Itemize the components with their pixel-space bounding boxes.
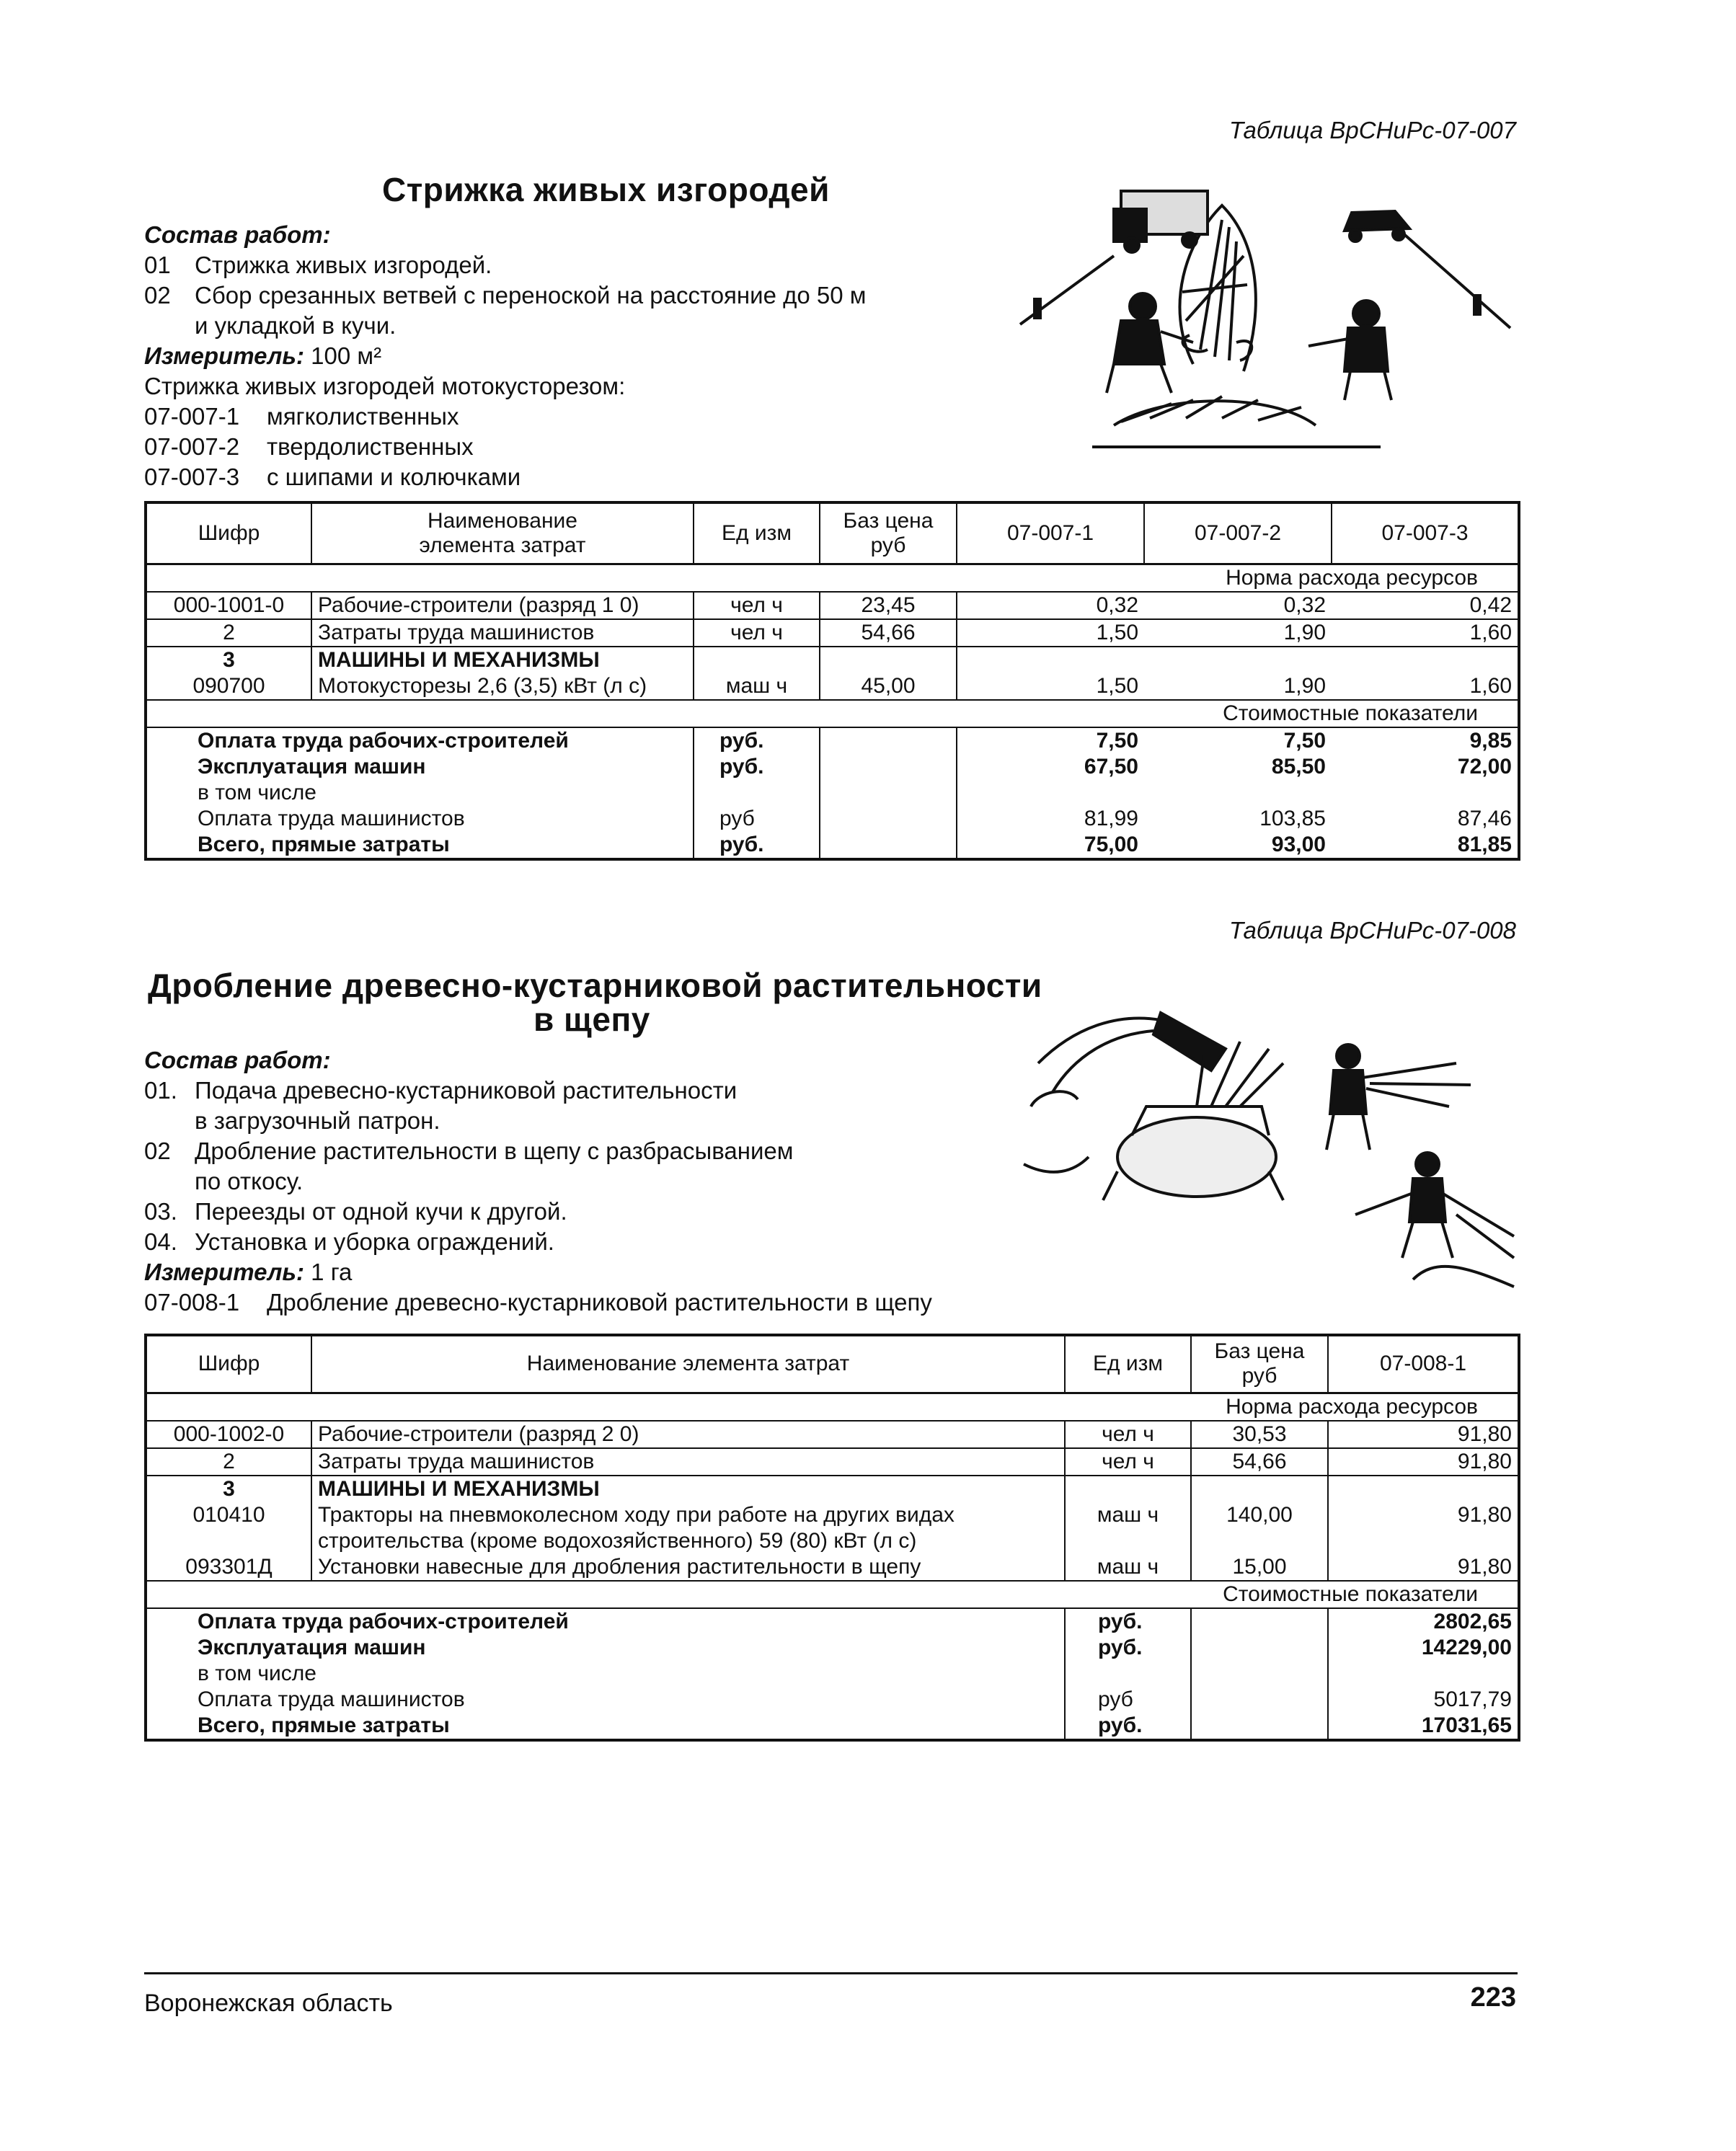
cost-name: в том числе	[198, 1661, 316, 1685]
step-text: Сбор срезанных ветвей с переноской на расстояние до 50 м	[195, 282, 867, 309]
cell-variant-1	[957, 647, 1144, 673]
cell-name: Затраты труда машинистов	[311, 1448, 1065, 1476]
meter-label: Измеритель:	[144, 1259, 304, 1285]
cell-variant-1: 91,80	[1328, 1554, 1519, 1581]
cell-variant-3: 0,42	[1332, 592, 1519, 619]
col-header-price	[1191, 1335, 1328, 1393]
cost-variant-3: 87,46	[1457, 806, 1512, 830]
cost-name: в том числе	[198, 780, 316, 804]
cost-row	[146, 727, 1519, 754]
col-header-cipher: Шифр	[146, 502, 311, 564]
work-description-07-008	[144, 1045, 932, 1318]
variant-code: 07-008-1	[144, 1289, 240, 1316]
cost-name: Эксплуатация машин	[198, 1635, 426, 1659]
variant-code: 07-007-2	[144, 433, 240, 460]
table-row-group-header	[146, 1476, 1519, 1502]
work-step	[144, 1227, 932, 1257]
cell-cipher: 000-1001-0	[146, 592, 311, 619]
meter-value: 100 м²	[311, 342, 382, 369]
cost-variant-1: 7,50	[957, 727, 1144, 754]
col-header-price-line1: Баз цена	[843, 508, 934, 533]
cost-price	[820, 754, 957, 780]
cost-unit: руб	[1065, 1687, 1191, 1713]
step-text: Установка и уборка ограждений.	[195, 1228, 554, 1255]
step-number: 01.	[144, 1077, 177, 1104]
cost-row	[146, 1608, 1519, 1635]
table-row	[146, 592, 1519, 619]
cell-unit: чел ч	[694, 619, 820, 647]
table-row-group-header	[146, 647, 1519, 673]
cell-unit: чел ч	[694, 592, 820, 619]
col-header-name-line1: Наименование	[428, 508, 577, 533]
cell-unit: маш ч	[1065, 1502, 1191, 1554]
table-row	[146, 673, 1519, 700]
cost-name: Всего, прямые затраты	[198, 832, 450, 856]
footer-region: Воронежская область	[144, 1990, 393, 2017]
cost-variant-1	[1328, 1661, 1519, 1687]
cell-cipher: 2	[146, 1448, 311, 1476]
variant-line	[144, 402, 866, 432]
cell-name-line2: строительства (кроме водохозяйственного) 59 (80) кВт (л с)	[318, 1528, 917, 1553]
col-header-price	[820, 502, 957, 564]
cost-price	[1191, 1713, 1328, 1740]
table-header-row	[146, 1335, 1519, 1393]
col-header-unit: Ед изм	[1065, 1335, 1191, 1393]
cost-unit: руб	[694, 806, 820, 832]
col-header-variant-1: 07-007-1	[957, 502, 1144, 564]
meter-line	[144, 1257, 932, 1287]
resource-table-07-008	[144, 1334, 1520, 1742]
table-ref-07-008: Таблица ВрСНиРс-07-008	[1229, 917, 1516, 944]
cell-price: 140,00	[1191, 1502, 1328, 1554]
step-number: 01	[144, 252, 171, 278]
cell-unit	[694, 647, 820, 673]
cell-price: 30,53	[1191, 1421, 1328, 1448]
col-header-variant-3: 07-007-3	[1332, 502, 1519, 564]
cell-unit: маш ч	[1065, 1554, 1191, 1581]
col-header-variant-1: 07-008-1	[1328, 1335, 1519, 1393]
cell-price: 54,66	[820, 619, 957, 647]
col-header-price-line1: Баз цена	[1214, 1339, 1305, 1364]
col-header-cipher: Шифр	[146, 1335, 311, 1393]
col-header-variant-2: 07-007-2	[1144, 502, 1332, 564]
table-ref-07-007: Таблица ВрСНиРс-07-007	[1229, 117, 1516, 143]
cell-name-line1: Тракторы на пневмоколесном ходу при работе на других видах	[318, 1502, 955, 1527]
cost-variant-1: 14229,00	[1328, 1635, 1519, 1661]
section-title-hedge-trimming: Стрижка живых изгородей	[382, 171, 830, 208]
cell-variant-1: 0,32	[957, 592, 1144, 619]
work-step-continuation: и укладкой в кучи.	[195, 312, 397, 339]
variant-text: с шипами и колючками	[267, 464, 521, 490]
step-number: 03.	[144, 1198, 177, 1225]
cost-name: Оплата труда машинистов	[198, 1687, 465, 1711]
cost-row	[146, 806, 1519, 832]
cost-row-total	[146, 1713, 1519, 1740]
cell-variant-1: 1,50	[957, 619, 1144, 647]
cell-price: 45,00	[820, 673, 957, 700]
cost-price	[1191, 1608, 1328, 1635]
variant-line	[144, 462, 866, 492]
cell-price: 23,45	[820, 592, 957, 619]
cost-variant-3: 72,00	[1457, 754, 1512, 779]
cost-variant-1	[957, 780, 1144, 806]
cost-variant-3: 9,85	[1469, 728, 1512, 753]
cost-name: Оплата труда рабочих-строителей	[198, 1609, 569, 1633]
cell-variant-1: 91,80	[1328, 1421, 1519, 1448]
step-number: 02	[144, 1137, 171, 1164]
cell-price: 54,66	[1191, 1448, 1328, 1476]
cell-variant-2: 0,32	[1144, 592, 1332, 619]
cell-cipher: 090700	[192, 673, 265, 698]
variant-text: мягколиственных	[267, 403, 459, 430]
section-label: Норма расхода ресурсов	[146, 564, 1519, 592]
cell-variant-3	[1332, 647, 1519, 673]
cell-unit: чел ч	[1065, 1448, 1191, 1476]
cost-price	[1191, 1635, 1328, 1661]
cost-price	[820, 806, 957, 832]
cost-unit: руб.	[1065, 1635, 1191, 1661]
cost-price	[820, 780, 957, 806]
section-label: Стоимостные показатели	[146, 1581, 1519, 1608]
work-step	[144, 1136, 932, 1166]
cost-price	[1191, 1661, 1328, 1687]
work-step	[144, 250, 866, 280]
cell-variant-1: 91,80	[1328, 1448, 1519, 1476]
cell-name: МАШИНЫ И МЕХАНИЗМЫ	[311, 647, 694, 673]
meter-label: Измеритель:	[144, 342, 304, 369]
cell-name: МАШИНЫ И МЕХАНИЗМЫ	[311, 1476, 1065, 1502]
step-text: Дробление растительности в щепу с разбрасыванием	[195, 1137, 794, 1164]
cell-unit: маш ч	[694, 673, 820, 700]
step-number: 04.	[144, 1228, 177, 1255]
cost-variant-1: 2802,65	[1328, 1608, 1519, 1635]
cost-price	[820, 727, 957, 754]
composition-label: Состав работ:	[144, 1047, 331, 1073]
cost-variant-1: 5017,79	[1328, 1687, 1519, 1713]
cell-variant-1	[1328, 1476, 1519, 1502]
cost-unit	[1065, 1661, 1191, 1687]
section-label: Норма расхода ресурсов	[146, 1393, 1519, 1421]
step-text: Подача древесно-кустарниковой растительности	[195, 1077, 738, 1104]
cost-variant-2: 93,00	[1271, 832, 1326, 856]
cell-variant-1: 91,80	[1328, 1502, 1519, 1554]
section-title-line2: в щепу	[533, 1001, 650, 1038]
section-title-chipping	[148, 966, 1085, 1038]
work-step	[144, 280, 866, 311]
col-header-name-line2: элемента затрат	[419, 533, 586, 557]
section-row-cost-indicators	[146, 1581, 1519, 1608]
col-header-unit: Ед изм	[694, 502, 820, 564]
cell-cipher: 000-1002-0	[146, 1421, 311, 1448]
section-row-resource-norm	[146, 564, 1519, 592]
variant-text: Дробление древесно-кустарниковой растительности в щепу	[267, 1289, 932, 1316]
table-row	[146, 1502, 1519, 1554]
variant-code: 07-007-3	[144, 464, 240, 490]
variant-text: твердолиственных	[267, 433, 474, 460]
table-row	[146, 619, 1519, 647]
cost-row	[146, 780, 1519, 806]
cost-name: Оплата труда машинистов	[198, 806, 465, 830]
cell-variant-1: 1,50	[957, 673, 1144, 700]
cell-variant-2: 1,90	[1144, 619, 1332, 647]
meter-value: 1 га	[311, 1259, 353, 1285]
cost-price	[1191, 1687, 1328, 1713]
work-step	[144, 1197, 932, 1227]
meter-line	[144, 341, 866, 371]
cost-row-total	[146, 832, 1519, 859]
cost-price	[820, 832, 957, 859]
col-header-price-line2: руб	[870, 533, 906, 557]
cell-variant-3: 1,60	[1332, 619, 1519, 647]
hedge-trimming-illustration	[1006, 177, 1525, 465]
cell-price	[820, 647, 957, 673]
cell-cipher: 3	[223, 647, 235, 672]
cost-variant-2	[1144, 780, 1332, 806]
footer-divider	[144, 1972, 1518, 1974]
cell-variant-2: 1,90	[1283, 673, 1326, 698]
cell-variant-2	[1144, 647, 1332, 673]
cost-variant-1: 67,50	[957, 754, 1144, 780]
col-header-name	[311, 502, 694, 564]
cost-row	[146, 754, 1519, 780]
cell-variant-3: 1,60	[1469, 673, 1512, 698]
table-header-row	[146, 502, 1519, 564]
section-title-line1: Дробление древесно-кустарниковой растительности	[148, 967, 1042, 1004]
cell-unit	[1065, 1476, 1191, 1502]
work-description-07-007	[144, 220, 866, 492]
section-label: Стоимостные показатели	[146, 700, 1519, 727]
cost-variant-1: 17031,65	[1328, 1713, 1519, 1740]
step-text: Переезды от одной кучи к другой.	[195, 1198, 567, 1225]
cell-name: Мотокусторезы 2,6 (3,5) кВт (л с)	[311, 673, 694, 700]
col-header-price-line2: руб	[1241, 1364, 1277, 1388]
variant-line	[144, 1287, 932, 1318]
cost-unit	[694, 780, 820, 806]
cell-name: Установки навесные для дробления растительности в щепу	[311, 1554, 1065, 1581]
cost-variant-2: 85,50	[1271, 754, 1326, 779]
work-step	[144, 1076, 932, 1106]
variants-intro: Стрижка живых изгородей мотокусторезом:	[144, 373, 626, 399]
cell-price	[1191, 1476, 1328, 1502]
cell-name	[311, 1502, 1065, 1554]
cost-row	[146, 1661, 1519, 1687]
cost-unit: руб.	[694, 754, 820, 780]
cost-variant-1: 75,00	[957, 832, 1144, 859]
cell-cipher: 010410	[192, 1502, 265, 1527]
cost-variant-3: 81,85	[1457, 832, 1512, 856]
section-row-cost-indicators	[146, 700, 1519, 727]
composition-label: Состав работ:	[144, 221, 331, 248]
table-row	[146, 1448, 1519, 1476]
cell-cipher: 093301Д	[185, 1554, 273, 1579]
table-row	[146, 1554, 1519, 1581]
cell-name: Рабочие-строители (разряд 2 0)	[311, 1421, 1065, 1448]
table-row	[146, 1421, 1519, 1448]
cell-name: Рабочие-строители (разряд 1 0)	[311, 592, 694, 619]
cost-row	[146, 1635, 1519, 1661]
col-header-name: Наименование элемента затрат	[311, 1335, 1065, 1393]
step-text: Стрижка живых изгородей.	[195, 252, 492, 278]
cost-unit: руб.	[1065, 1608, 1191, 1635]
cost-unit: руб.	[694, 727, 820, 754]
cost-variant-2: 7,50	[1283, 728, 1326, 753]
cost-variant-2: 103,85	[1259, 806, 1326, 830]
cost-variant-3	[1332, 780, 1519, 806]
wood-chipper-illustration	[1009, 998, 1528, 1301]
work-step-continuation: по откосу.	[195, 1168, 304, 1194]
cost-row	[146, 1687, 1519, 1713]
variant-code: 07-007-1	[144, 403, 240, 430]
page-number: 223	[1470, 1982, 1516, 2013]
cost-name: Всего, прямые затраты	[198, 1713, 450, 1737]
cost-unit: руб.	[1065, 1713, 1191, 1740]
cell-cipher: 3	[223, 1476, 235, 1501]
cell-name: Затраты труда машинистов	[311, 619, 694, 647]
cost-unit: руб.	[694, 832, 820, 859]
resource-table-07-007	[144, 501, 1520, 861]
cost-name: Эксплуатация машин	[198, 754, 426, 779]
step-number: 02	[144, 282, 171, 309]
work-step-continuation: в загрузочный патрон.	[195, 1107, 440, 1134]
cell-price: 15,00	[1191, 1554, 1328, 1581]
variant-line	[144, 432, 866, 462]
cell-unit: чел ч	[1065, 1421, 1191, 1448]
cell-cipher: 2	[146, 619, 311, 647]
cost-variant-1: 81,99	[957, 806, 1144, 832]
section-row-resource-norm	[146, 1393, 1519, 1421]
cost-name: Оплата труда рабочих-строителей	[198, 728, 569, 753]
